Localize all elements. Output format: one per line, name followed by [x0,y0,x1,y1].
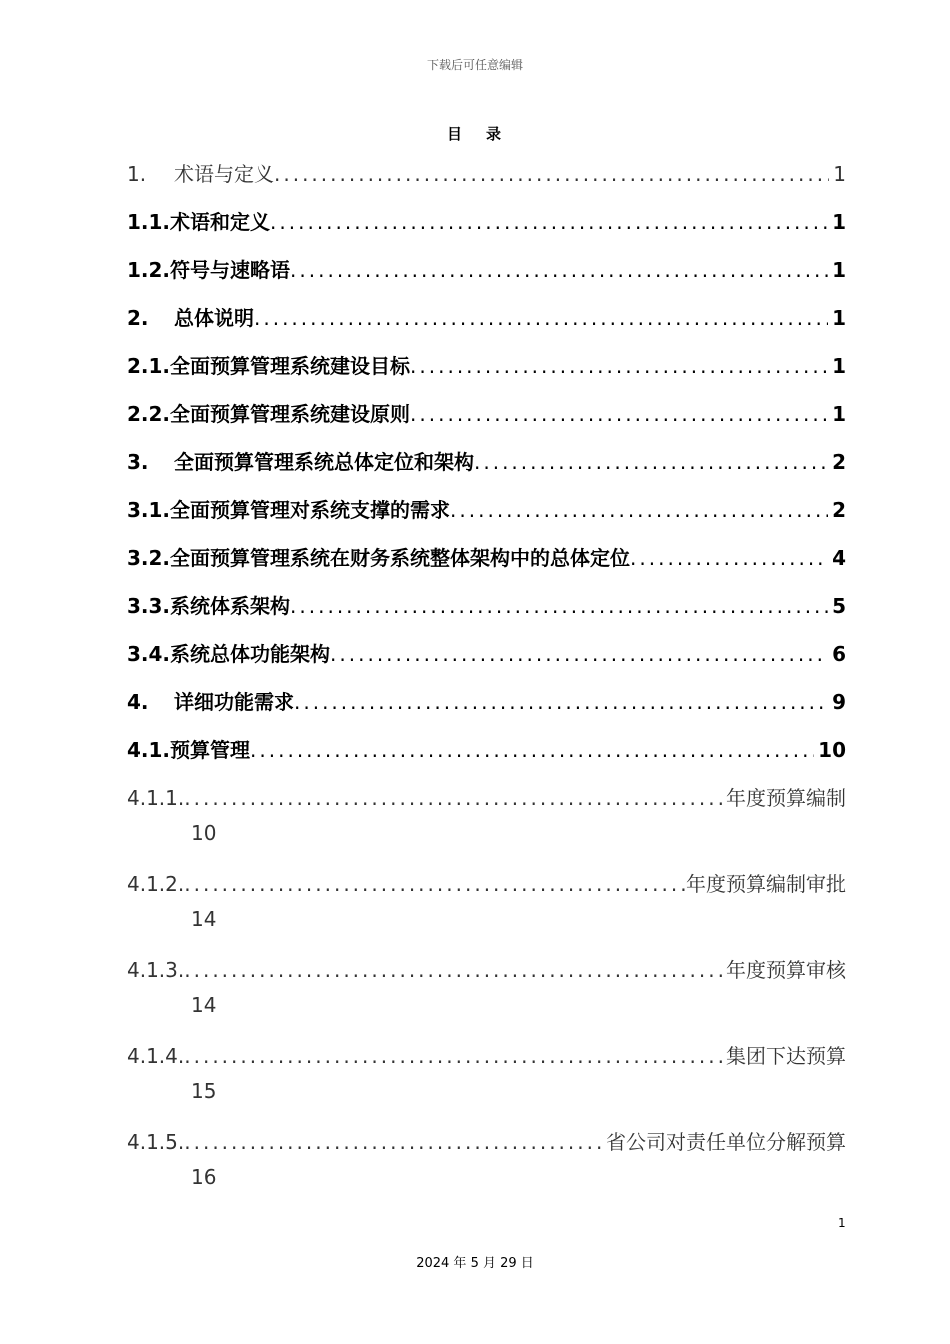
toc-entry-title: 术语与定义 [174,162,274,186]
toc-subentry[interactable] [127,1127,846,1157]
toc-entry[interactable] [127,207,846,237]
toc-entry-page: 14 [191,993,217,1017]
toc-leader-dots [450,495,828,525]
toc-entry-title: 省公司对责任单位分解预算 [606,1130,846,1154]
toc-entry-title: 全面预算管理对系统支撑的需求 [170,498,451,522]
toc-entry-title: 全面预算管理系统总体定位和架构 [174,450,474,474]
toc-subentry[interactable] [127,1041,846,1071]
toc-leader-dots [630,543,828,573]
toc-entry-number: 3.3. [127,594,171,618]
toc-leader-dots [274,159,829,189]
toc-leader-dots [410,351,828,381]
toc-leader-dots [294,687,828,717]
toc-entry-page: 10 [191,821,217,845]
toc-entry-page: 1 [832,402,846,426]
toc-entry-page: 1 [832,210,846,234]
toc-entry-title: 术语和定义 [170,210,271,234]
page-header: 下载后可任意编辑 [426,58,523,72]
toc-entry[interactable] [127,639,846,669]
toc-leader-dots [290,591,828,621]
toc-entry[interactable] [127,303,846,333]
toc-entry-number: 4.1.3. [127,958,185,982]
page-number: 1 [838,1216,846,1230]
toc-entry-title: 符号与速略语 [170,258,291,282]
toc-entry-title: 全面预算管理系统建设目标 [170,354,411,378]
toc-entry-title: 年度预算审核 [726,958,846,982]
toc-entry-number: 2.1. [127,354,171,378]
toc-entry[interactable] [127,399,846,429]
toc-entry-page: 1 [832,306,846,330]
toc-entry-number: 1.2. [127,258,171,282]
page-footer-date: 2024 年 5 月 29 日 [416,1256,534,1271]
toc-leader-dots [184,783,726,813]
toc-entry[interactable] [127,591,846,621]
toc-entry[interactable] [127,687,846,717]
toc-leader-dots [250,735,814,765]
toc-entry-number: 1. [127,162,147,186]
toc-entry-page: 1 [832,258,846,282]
toc-entry-number: 4.1.2. [127,872,185,896]
toc-entry-number: 2. [127,306,149,330]
toc-entry-number: 3. [127,450,149,474]
toc-entry-page: 6 [832,642,846,666]
toc-entry-title: 系统总体功能架构 [170,642,331,666]
toc-entry-title: 年度预算编制审批 [686,872,846,896]
toc-entry[interactable] [127,255,846,285]
toc-entry-page: 14 [191,907,217,931]
toc-entry-number: 3.2. [127,546,171,570]
toc-leader-dots [184,1127,606,1157]
toc-leader-dots [290,255,828,285]
toc-entry-page: 16 [191,1165,217,1189]
toc-entry[interactable] [127,543,846,573]
toc-entry-title: 全面预算管理系统在财务系统整体架构中的总体定位 [170,546,631,570]
toc-entry-number: 4.1. [127,738,171,762]
toc-leader-dots [184,869,686,899]
toc-entry[interactable] [127,735,846,765]
toc-entry-title: 系统体系架构 [170,594,291,618]
toc-entry-title: 全面预算管理系统建设原则 [170,402,411,426]
toc-entry-number: 4.1.5. [127,1130,185,1154]
toc-leader-dots [270,207,828,237]
toc-entry[interactable] [127,447,846,477]
toc-entry-number: 4.1.4. [127,1044,185,1068]
toc-subentry[interactable] [127,783,846,813]
toc-leader-dots [330,639,828,669]
toc-entry-title: 总体说明 [174,306,254,330]
toc-entry[interactable] [127,351,846,381]
toc-leader-dots [474,447,828,477]
toc-entry-page: 15 [191,1079,217,1103]
toc-title [0,123,950,144]
toc-entry[interactable] [127,159,846,189]
toc-leader-dots [184,955,726,985]
toc-entry-number: 3.4. [127,642,171,666]
toc-subentry[interactable] [127,955,846,985]
toc-entry-page: 9 [832,690,846,714]
toc-entry-title: 预算管理 [170,738,251,762]
toc-entry-page: 5 [832,594,846,618]
toc-entry-title: 详细功能需求 [174,690,294,714]
toc-entry-number: 1.1. [127,210,171,234]
toc-entry-number: 3.1. [127,498,171,522]
toc-leader-dots [254,303,828,333]
toc-title-part-2: 录 [486,125,504,143]
toc-entry-page: 2 [832,498,846,522]
toc-subentry[interactable] [127,869,846,899]
toc-entry-title: 年度预算编制 [726,786,846,810]
toc-entry-number: 2.2. [127,402,171,426]
toc-leader-dots [184,1041,726,1071]
toc-entry-number: 4. [127,690,149,714]
toc-entry-title: 集团下达预算 [726,1044,846,1068]
toc-entry-page: 1 [833,162,846,186]
toc-entry-number: 4.1.1. [127,786,185,810]
toc-entry-page: 4 [832,546,846,570]
toc-entry-page: 10 [818,738,846,762]
toc-entry[interactable] [127,495,846,525]
toc-title-part-1: 目 [446,125,464,143]
toc-entry-page: 2 [832,450,846,474]
toc-entry-page: 1 [832,354,846,378]
toc-leader-dots [410,399,828,429]
